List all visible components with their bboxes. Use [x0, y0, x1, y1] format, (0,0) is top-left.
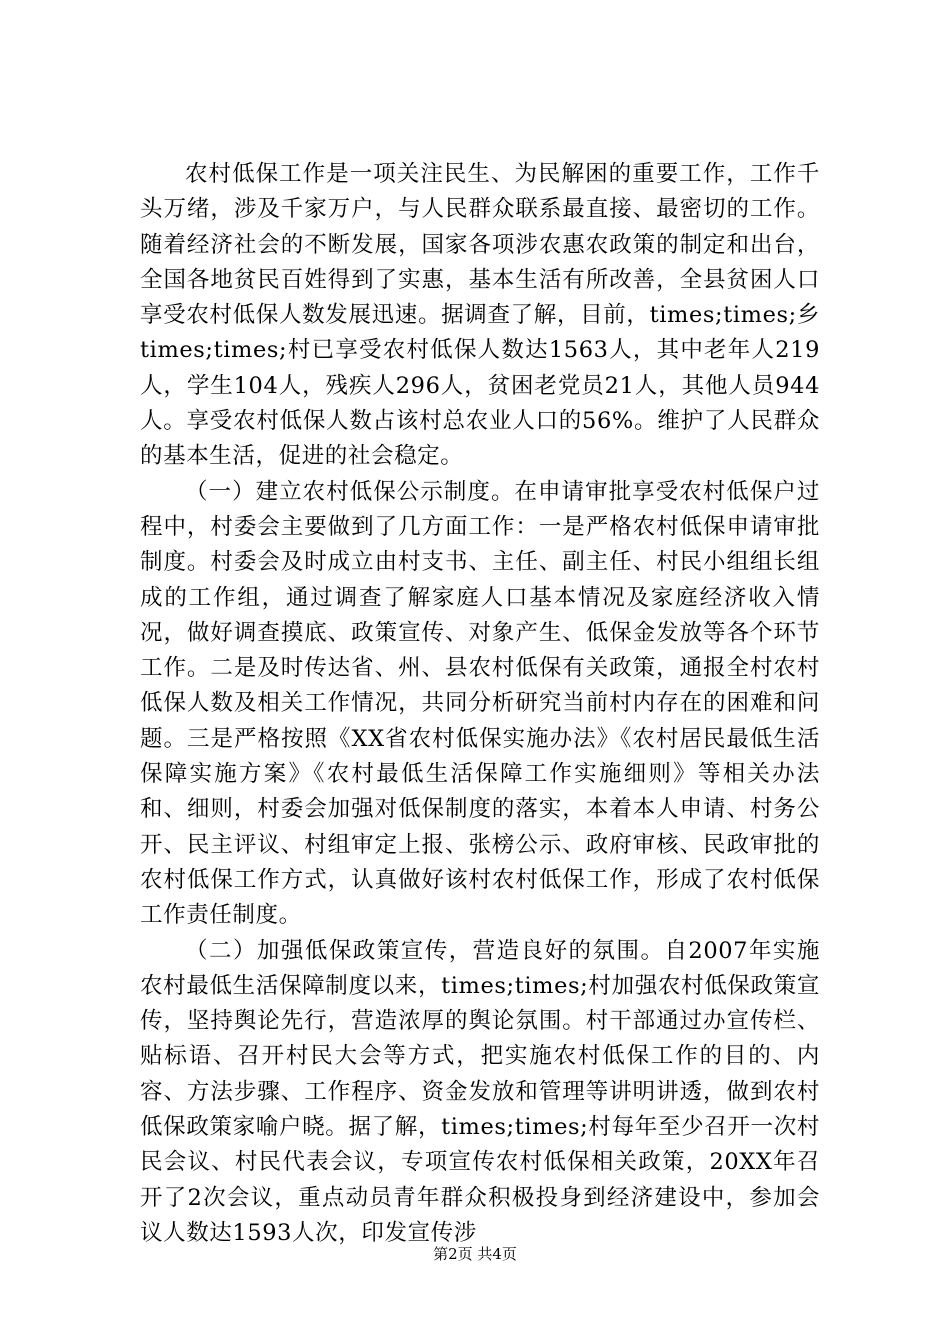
document-body [140, 157, 820, 1251]
page-footer: 第2页 共4页 [433, 1245, 517, 1263]
paragraph-section-2: （二）加强低保政策宣传，营造良好的氛围。自2007年实施农村最低生活保障制度以来，times;times;村加强农村低保政策宣传，坚持舆论先行，营造浓厚的舆论氛围。村干部通过办宣传栏、贴标语、召开村民大会等方式，把实施农村低保工作的目的、内容、方法步骤、工作程序、资金发放和管理等讲明讲透，做到农村低保政策家喻户晓。据了解，times;times;村每年至少召开一次村民会议、村民代表会议，专项宣传农村低保相关政策，20XX年召开了2次会议，重点动员青年群众积极投身到经济建设中，参加会议人数达1593人次，印发宣传涉 [140, 937, 820, 1246]
paragraph-section-1: （一）建立农村低保公示制度。在申请审批享受农村低保户过程中，村委会主要做到了几方面工作：一是严格农村低保申请审批制度。村委会及时成立由村支书、主任、副主任、村民小组组长组成的工作组，通过调查了解家庭人口基本情况及家庭经济收入情况，做好调查摸底、政策宣传、对象产生、低保金发放等各个环节工作。二是及时传达省、州、县农村低保有关政策，通报全村农村低保人数及相关工作情况，共同分析研究当前村内存在的困难和问题。三是严格按照《XX省农村低保实施办法》《农村居民最低生活保障实施方案》《农村最低生活保障工作实施细则》等相关办法和、细则，村委会加强对低保制度的落实，本着本人申请、村务公开、民主评议、村组审定上报、张榜公示、政府审核、民政审批的农村低保工作方式，认真做好该村农村低保工作，形成了农村低保工作责任制度。 [140, 478, 820, 929]
paragraph-intro: 农村低保工作是一项关注民生、为民解困的重要工作，工作千头万绪，涉及千家万户，与人民群众联系最直接、最密切的工作。随着经济社会的不断发展，国家各项涉农惠农政策的制定和出台，全国各地贫民百姓得到了实惠，基本生活有所改善，全县贫困人口享受农村低保人数发展迅速。据调查了解，目前，times;times;乡times;times;村已享受农村低保人数达1563人，其中老年人219人，学生104人，残疾人296人，贫困老党员21人，其他人员944人。享受农村低保人数占该村总农业人口的56%。维护了人民群众的基本生活，促进的社会稳定。 [140, 161, 820, 470]
